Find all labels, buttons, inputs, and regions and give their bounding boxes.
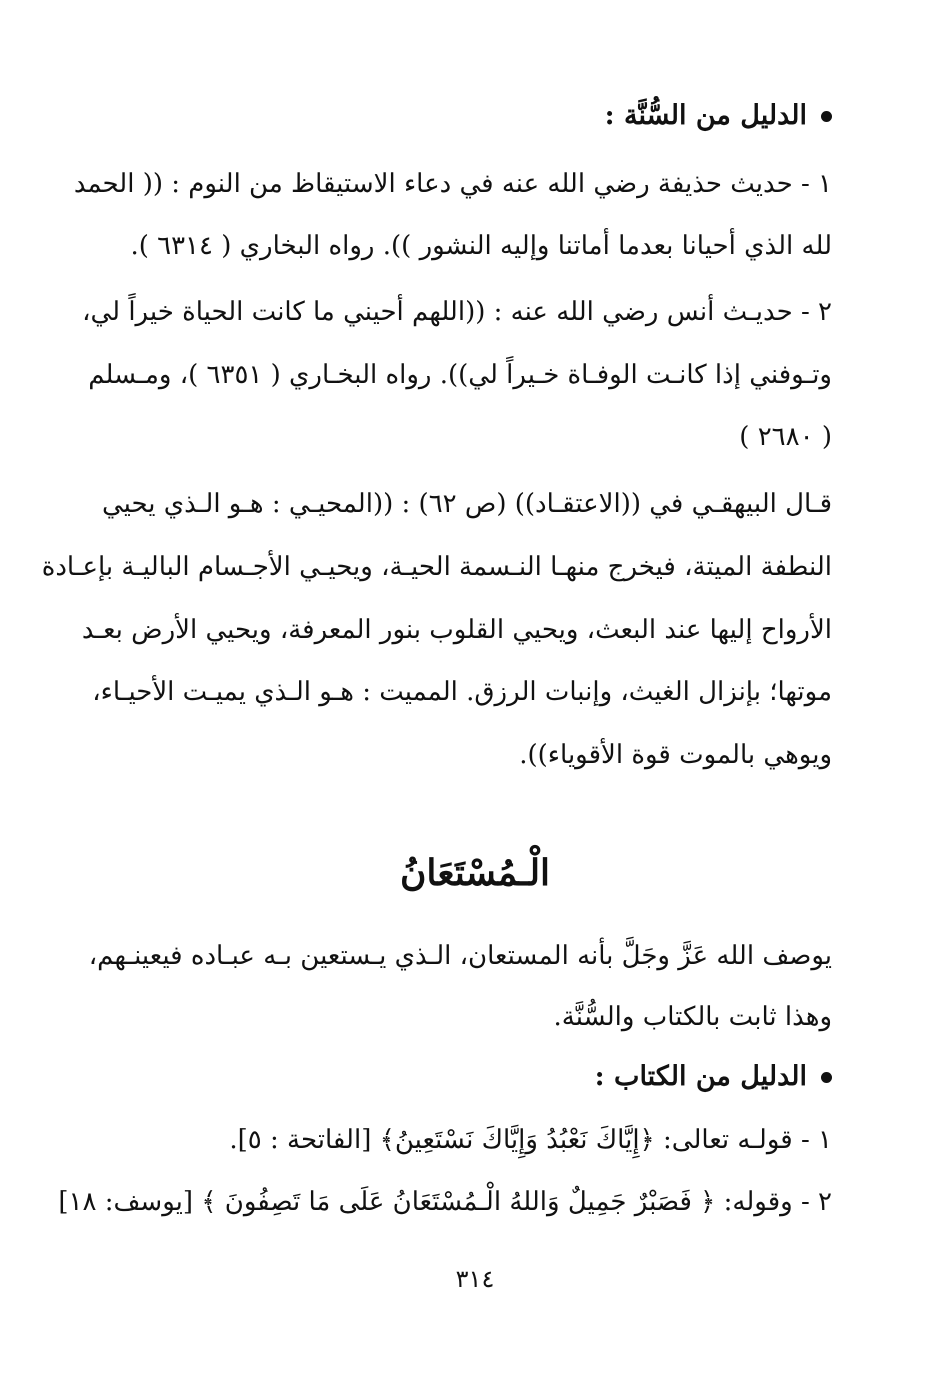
hadith-anas-line-3: ( ٢٦٨٠ ) <box>739 422 832 452</box>
sunnah-evidence-heading <box>120 96 832 136</box>
mustaan-intro-line-2: وهذا ثابت بالكتاب والسُّنَّة. <box>553 1002 832 1032</box>
bayhaqi-quote-line-2: النطفة الميتة، فيخرج منهـا النـسمة الحيـة، ويحيـي الأجـسام الباليـة بإعـادة <box>41 552 832 582</box>
bayhaqi-quote-line-3: الأرواح إليها عند البعث، ويحيي القلوب بنور المعرفة، ويحيي الأرض بعـد <box>81 615 832 645</box>
bullet-icon <box>821 111 832 122</box>
bayhaqi-quote-line-5: ويوهي بالموت قوة الأقوياء)). <box>519 740 832 770</box>
sunnah-heading-text: الدليل من السُّنَّة : <box>604 100 807 131</box>
hadith-hudhaifa-line-2: لله الذي أحيانا بعدما أماتنا وإليه النشور )). رواه البخاري ( ٦٣١٤ ). <box>130 231 832 261</box>
hadith-anas-line-2: وتـوفني إذا كانـت الوفـاة خـيراً لي)). رواه البخـاري ( ٦٣٥١ )، ومـسلم <box>88 360 832 390</box>
kitab-evidence-heading <box>120 1057 832 1097</box>
evidence-yusuf: ٢ - وقوله: ﴿ فَصَبْرٌ جَمِيلٌ وَاللهُ الْـمُسْتَعَانُ عَلَى مَا تَصِفُونَ ﴾ [يوسف: ١٨] <box>58 1187 832 1217</box>
hadith-hudhaifa-line-1: ١ - حديث حذيفة رضي الله عنه في دعاء الاستيقاظ من النوم : (( الحمد <box>73 169 832 199</box>
mustaan-intro-line-1: يوصف الله عَزَّ وجَلَّ بأنه المستعان، الـذي يـستعين بـه عبـاده فيعينـهم، <box>88 941 832 971</box>
bullet-icon <box>821 1072 832 1083</box>
bayhaqi-quote-line-4: موتها؛ بإنزال الغيث، وإنبات الرزق. المميت : هـو الـذي يميـت الأحيـاء، <box>92 677 832 707</box>
kitab-heading-text: الدليل من الكتاب : <box>594 1061 807 1092</box>
hadith-anas-line-1: ٢ - حديـث أنس رضي الله عنه : ((اللهم أحيني ما كانت الحياة خيراً لي، <box>82 297 832 327</box>
section-title: الْـمُسْتَعَانُ <box>399 852 551 894</box>
bayhaqi-quote-line-1: قـال البيهقـي في ((الاعتقـاد)) (ص ٦٢) : ((المحيـي : هـو الـذي يحيي <box>101 489 832 519</box>
page-number: ٣١٤ <box>455 1265 495 1293</box>
evidence-fatiha: ١ - قولـه تعالى: ﴿إِيَّاكَ نَعْبُدُ وَإِيَّاكَ نَسْتَعِينُ﴾ [الفاتحة : ٥]. <box>229 1125 832 1155</box>
